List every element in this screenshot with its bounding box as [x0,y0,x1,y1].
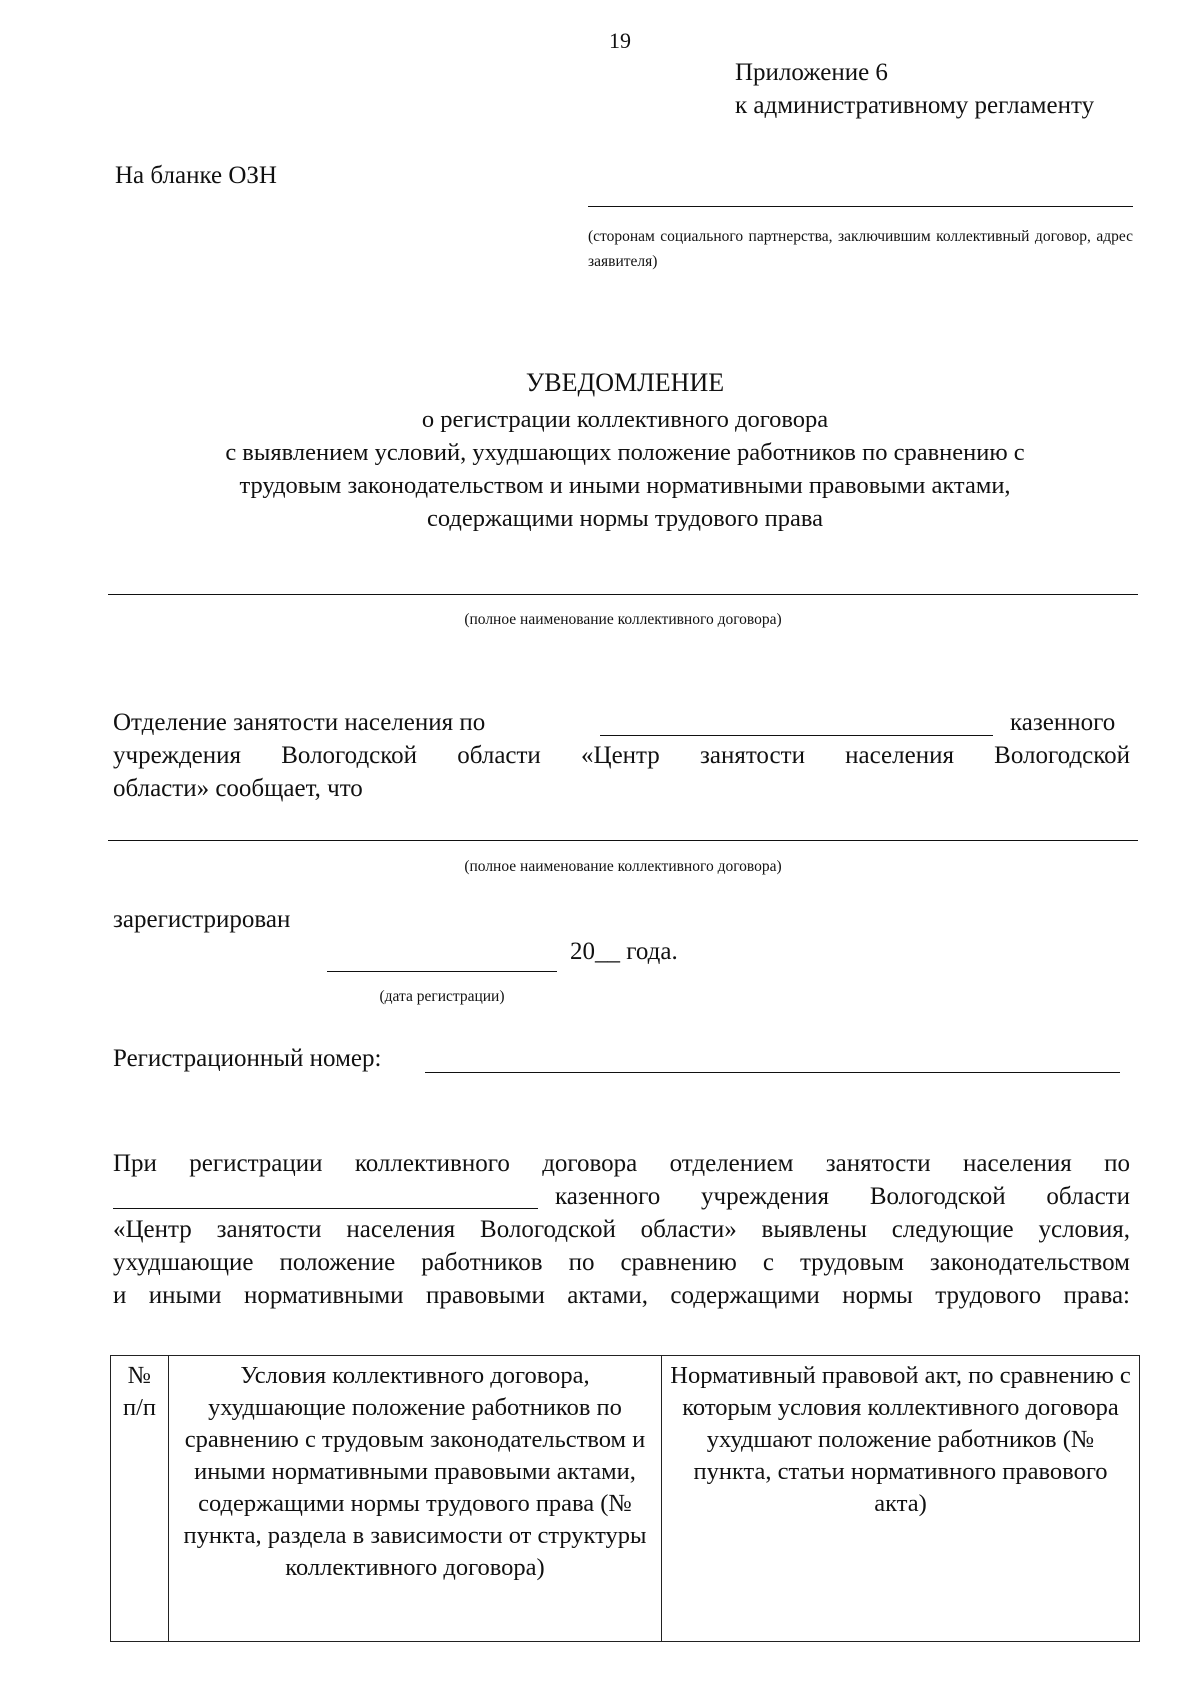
contract-name-line-1 [108,594,1138,595]
subtitle-line: трудовым законодательством и иными нормативными правовыми актами, [239,472,1011,499]
office-paragraph-line-3: области» сообщает, что [113,775,363,802]
contract-name-caption-1: (полное наименование коллективного договора) [464,611,782,628]
date-caption: (дата регистрации) [379,988,505,1005]
findings-line-4: ухудшающие положение работников по сравнению с трудовым законодательством [113,1249,1130,1276]
findings-line-2: казенного учреждения Вологодской области [555,1183,1130,1210]
address-fill-line [588,206,1133,207]
table-header-number: № п/п [111,1356,169,1642]
office-name-fill-line [600,735,993,736]
subtitle-line: с выявлением условий, ухудшающих положение работников по сравнению с [225,439,1025,466]
date-fill-line [327,971,557,972]
year-text: 20__ года. [570,938,678,965]
findings-line-5: и иными нормативными правовыми актами, содержащими нормы трудового права: [113,1282,1130,1309]
appendix-line-2: к административному регламенту [735,92,1095,119]
table-header-legal-act: Нормативный правовой акт, по сравнению с которым условия коллективного договора ухудшают положение работников (№ пункта, статьи нормативного правового акта) [662,1356,1140,1642]
address-caption: (сторонам социального партнерства, заключившим коллективный договор, адрес заявителя) [588,228,1133,270]
appendix-line-1: Приложение 6 [735,59,888,86]
findings-line-3: «Центр занятости населения Вологодской области» выявлены следующие условия, [113,1216,1130,1243]
contract-name-line-2 [108,840,1138,841]
office-paragraph-suffix: казенного [1010,709,1116,736]
document-subtitle [0,403,1200,535]
findings-office-fill-line [113,1208,538,1209]
table-header-conditions: Условия коллективного договора, ухудшающие положение работников по сравнению с трудовым законодательством и иными нормативными правовыми актами, содержащими нормы трудового права (№ пункта, раздела в зависимости от структуры коллективного договора) [169,1356,662,1642]
findings-line-1: При регистрации коллективного договора отделением занятости населения по [113,1150,1130,1177]
subtitle-line: о регистрации коллективного договора [421,406,829,433]
letterhead-note: На бланке ОЗН [115,162,277,189]
conditions-table [110,1355,1140,1642]
reg-number-fill-line [425,1072,1120,1073]
page-number: 19 [609,28,631,53]
office-paragraph-prefix: Отделение занятости населения по [113,709,486,736]
office-paragraph-line-2: учреждения Вологодской области «Центр занятости населения Вологодской [113,742,1130,769]
subtitle-line: содержащими нормы трудового права [426,505,824,532]
reg-number-label: Регистрационный номер: [113,1045,382,1072]
registered-label: зарегистрирован [113,906,291,933]
document-title: УВЕДОМЛЕНИЕ [525,368,725,397]
contract-name-caption-2: (полное наименование коллективного договора) [464,858,782,875]
table-header-row [111,1356,1140,1642]
